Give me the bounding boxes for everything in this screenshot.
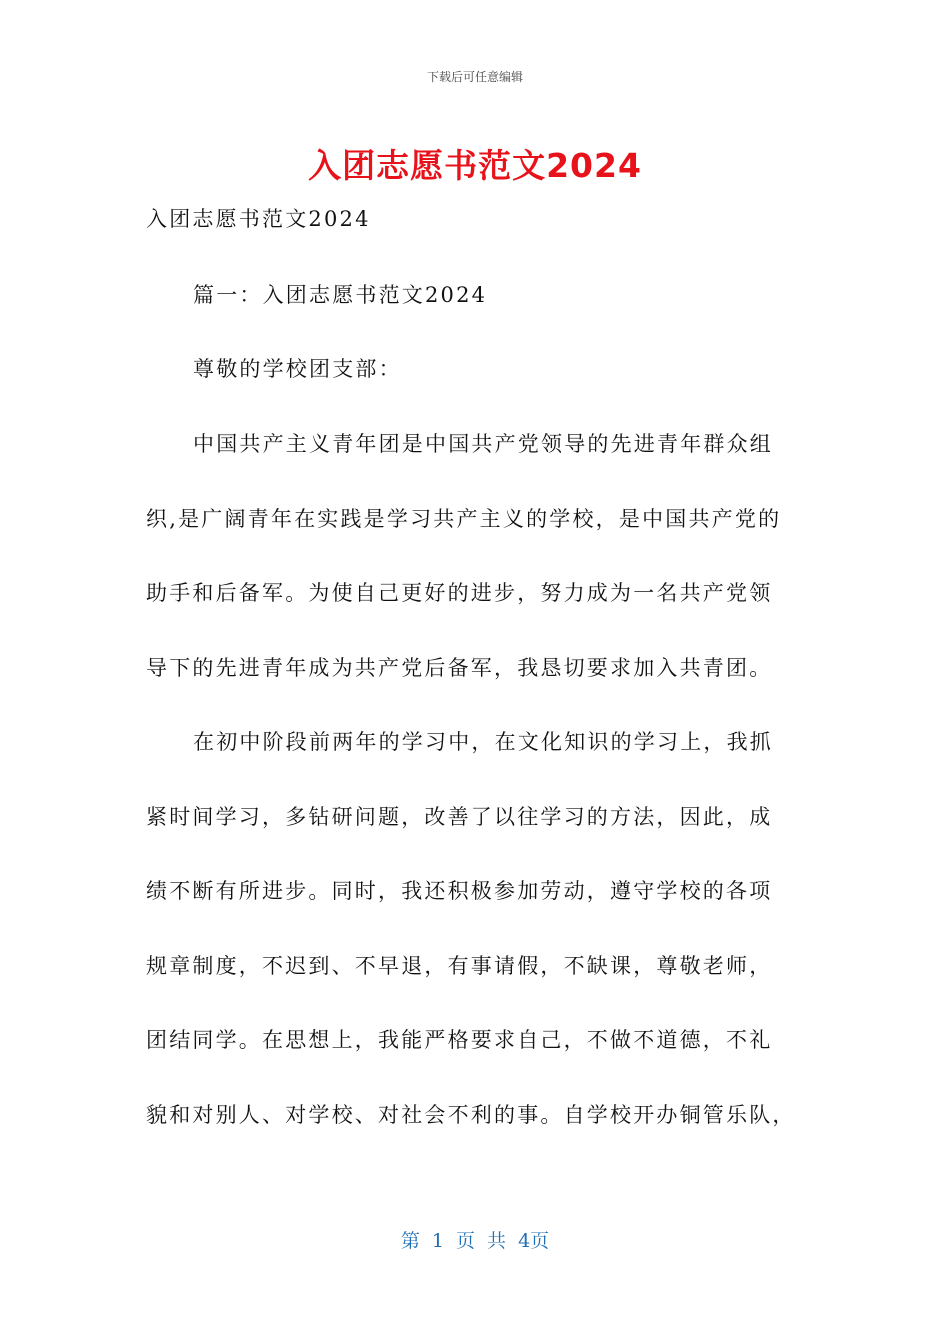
body-line: 貌和对别人、对学校、对社会不利的事。自学校开办铜管乐队， (146, 1103, 796, 1127)
body-line: 织,是广阔青年在实践是学习共产主义的学校，是中国共产党的 (146, 507, 782, 531)
body-line: 绩不断有所进步。同时，我还积极参加劳动，遵守学校的各项 (146, 879, 773, 903)
body-line: 在初中阶段前两年的学习中，在文化知识的学习上，我抓 (193, 730, 773, 754)
body-line: 中国共产主义青年团是中国共产党领导的先进青年群众组 (193, 432, 773, 456)
body-line: 篇一：入团志愿书范文2024 (193, 283, 488, 307)
body-line: 尊敬的学校团支部： (193, 357, 402, 381)
body-line: 助手和后备军。为使自己更好的进步，努力成为一名共产党领 (146, 581, 773, 605)
document-title: 入团志愿书范文2024 (308, 146, 642, 185)
page-number: 第 1 页 共 4页 (400, 1230, 550, 1252)
body-line: 入团志愿书范文2024 (146, 207, 371, 231)
body-line: 规章制度，不迟到、不早退，有事请假，不缺课，尊敬老师， (146, 954, 773, 978)
body-line: 紧时间学习，多钻研问题，改善了以往学习的方法，因此，成 (146, 805, 773, 829)
body-line: 导下的先进青年成为共产党后备军，我恳切要求加入共青团。 (146, 656, 773, 680)
body-line: 团结同学。在思想上，我能严格要求自己，不做不道德，不礼 (146, 1028, 773, 1052)
header-note: 下载后可任意编辑 (426, 70, 523, 84)
